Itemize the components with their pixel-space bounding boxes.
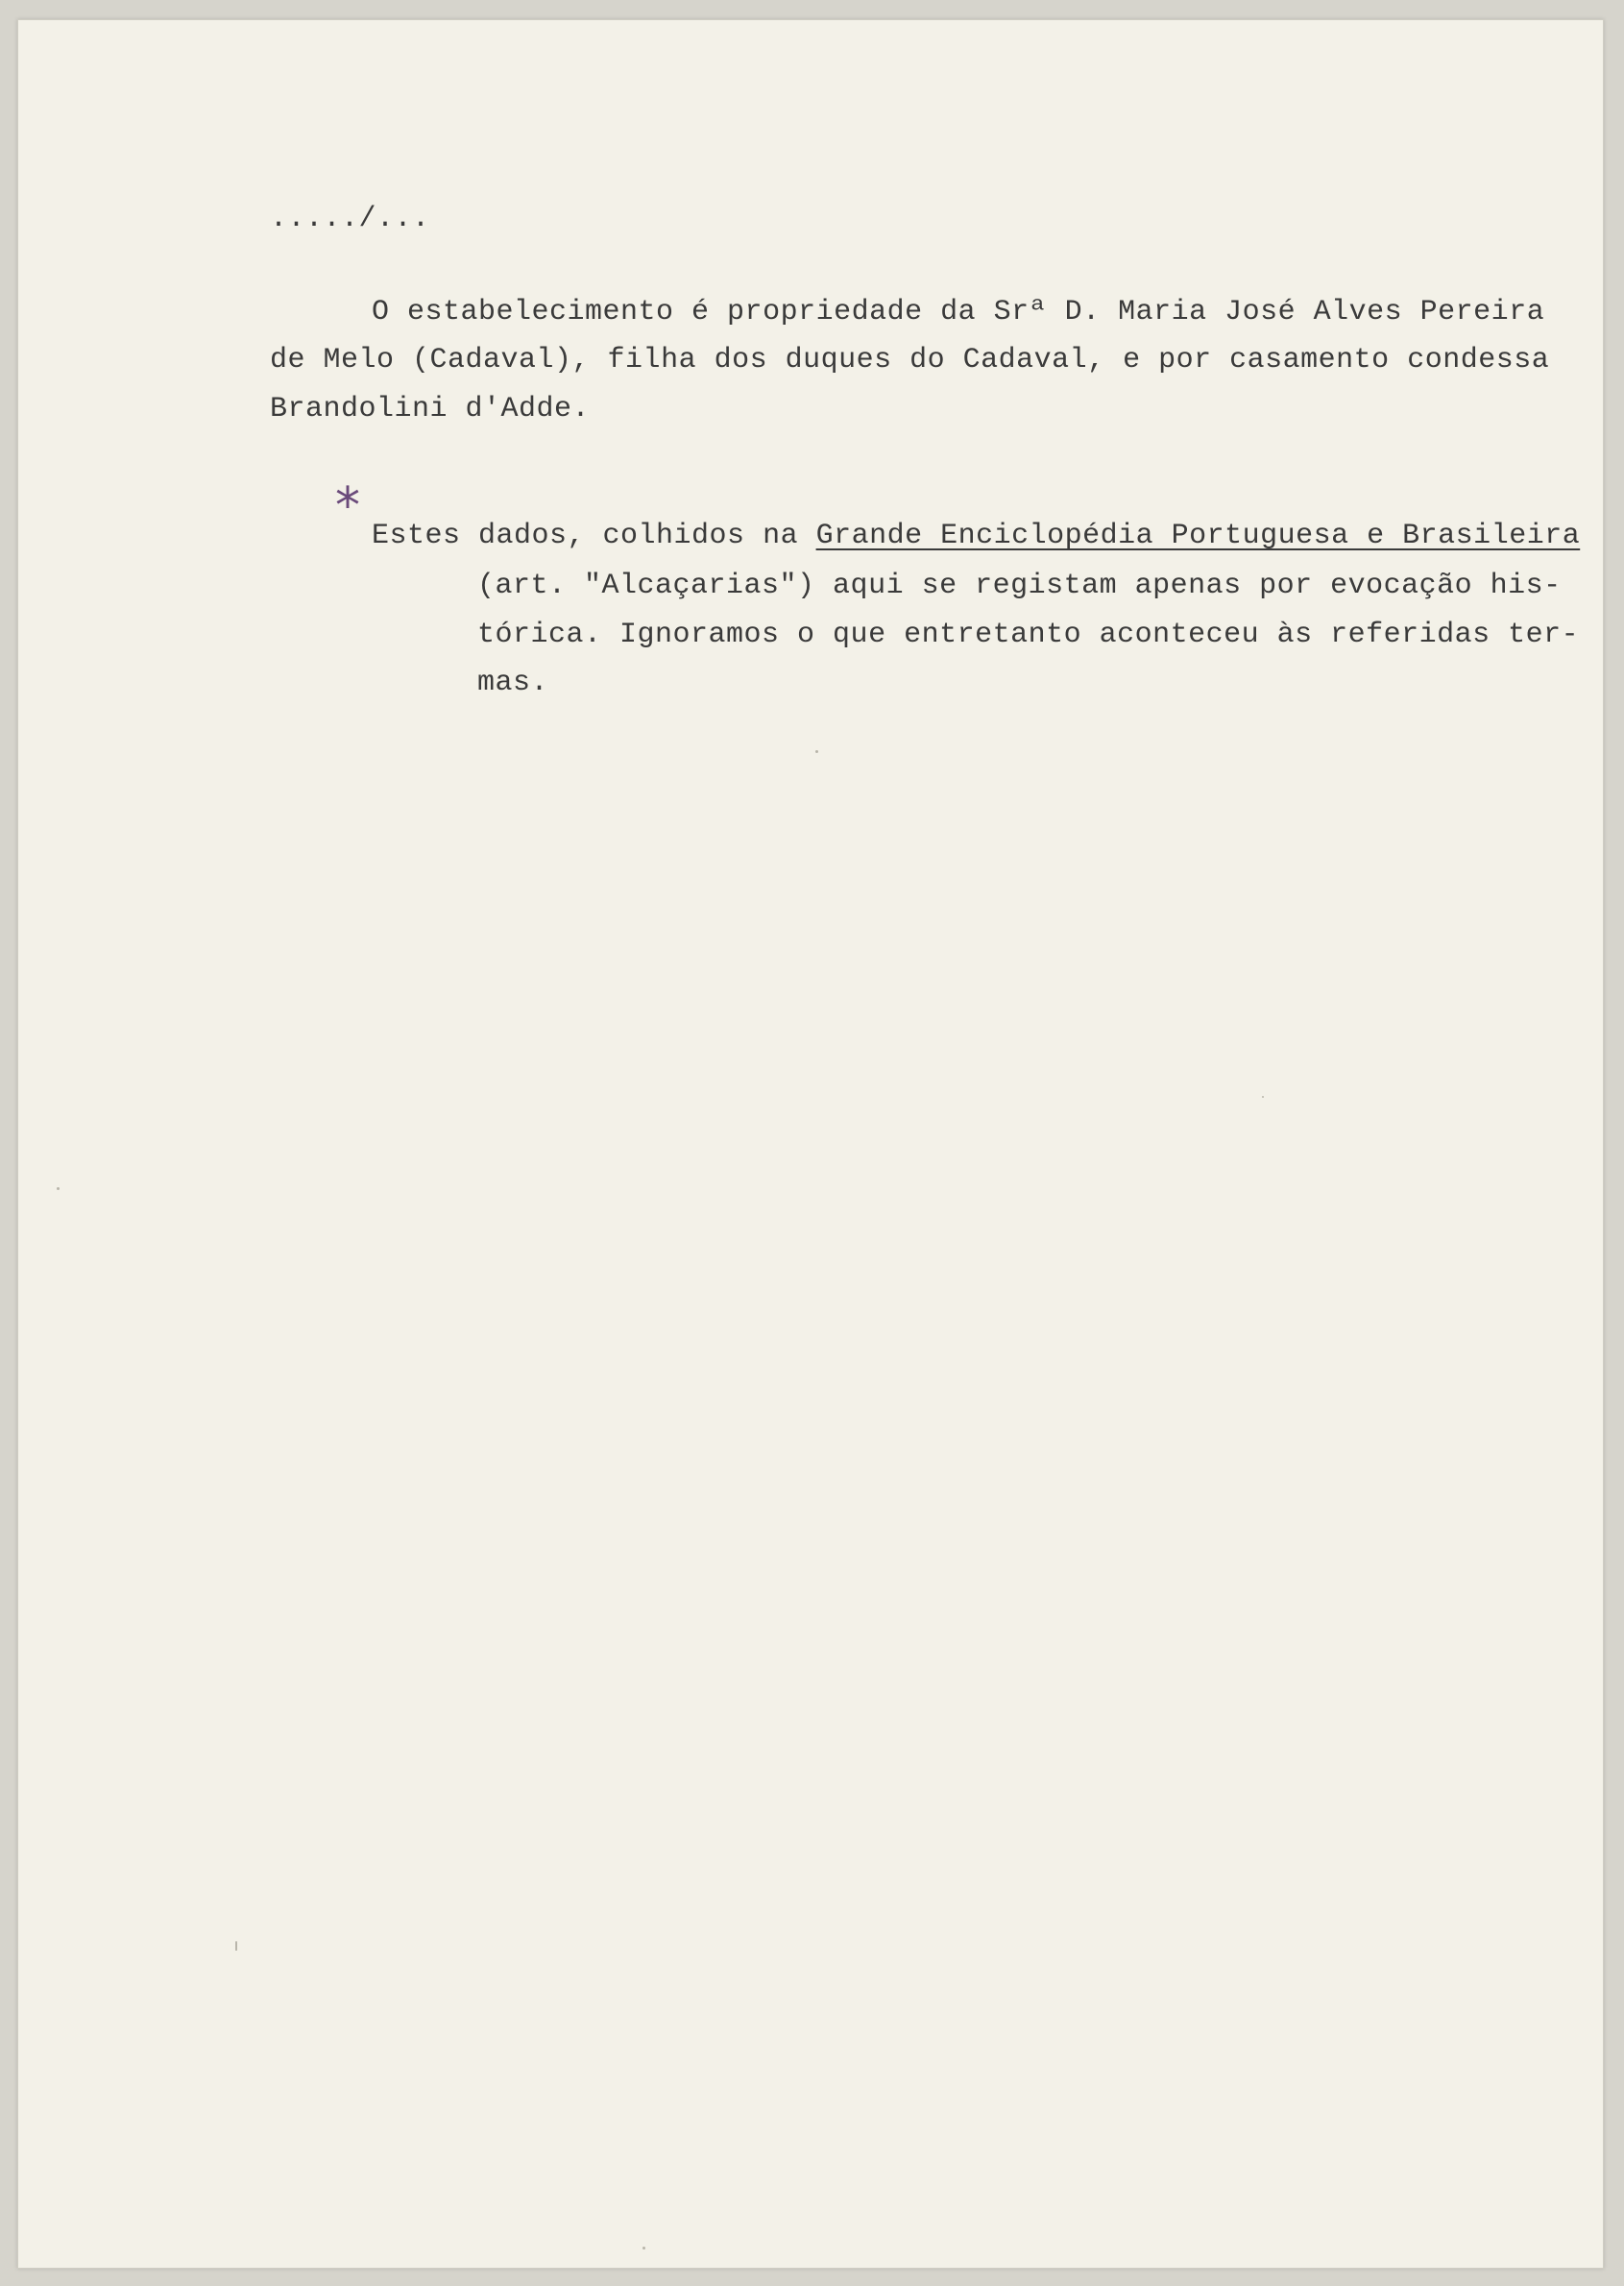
footnote-line-1 bbox=[372, 520, 1580, 552]
paper-speck bbox=[57, 1187, 60, 1190]
paper-speck bbox=[1262, 1096, 1264, 1098]
footnote-line-2: (art. "Alcaçarias") aqui se registam apenas por evocação his- bbox=[477, 570, 1562, 602]
paper-speck bbox=[235, 1941, 237, 1951]
document-page bbox=[17, 19, 1604, 2269]
footnote-line-4: mas. bbox=[477, 667, 549, 699]
paper-speck bbox=[642, 2247, 645, 2250]
encyclopedia-title: Grande Enciclopédia Portuguesa e Brasileira bbox=[815, 520, 1581, 552]
footnote-line-1-prefix: Estes dados, colhidos na bbox=[372, 520, 816, 552]
paper-speck bbox=[815, 750, 818, 753]
paragraph-line-1: O estabelecimento é propriedade da Srª D. Maria José Alves Pereira bbox=[372, 296, 1545, 328]
paragraph-line-3: Brandolini d'Adde. bbox=[270, 393, 591, 426]
footnote-asterisk-mark: * bbox=[335, 477, 360, 535]
paragraph-line-2: de Melo (Cadaval), filha dos duques do Cadaval, e por casamento condessa bbox=[270, 344, 1550, 377]
continuation-mark: ...../... bbox=[270, 203, 430, 235]
footnote-line-3: tórica. Ignoramos o que entretanto aconteceu às referidas ter- bbox=[477, 619, 1580, 651]
